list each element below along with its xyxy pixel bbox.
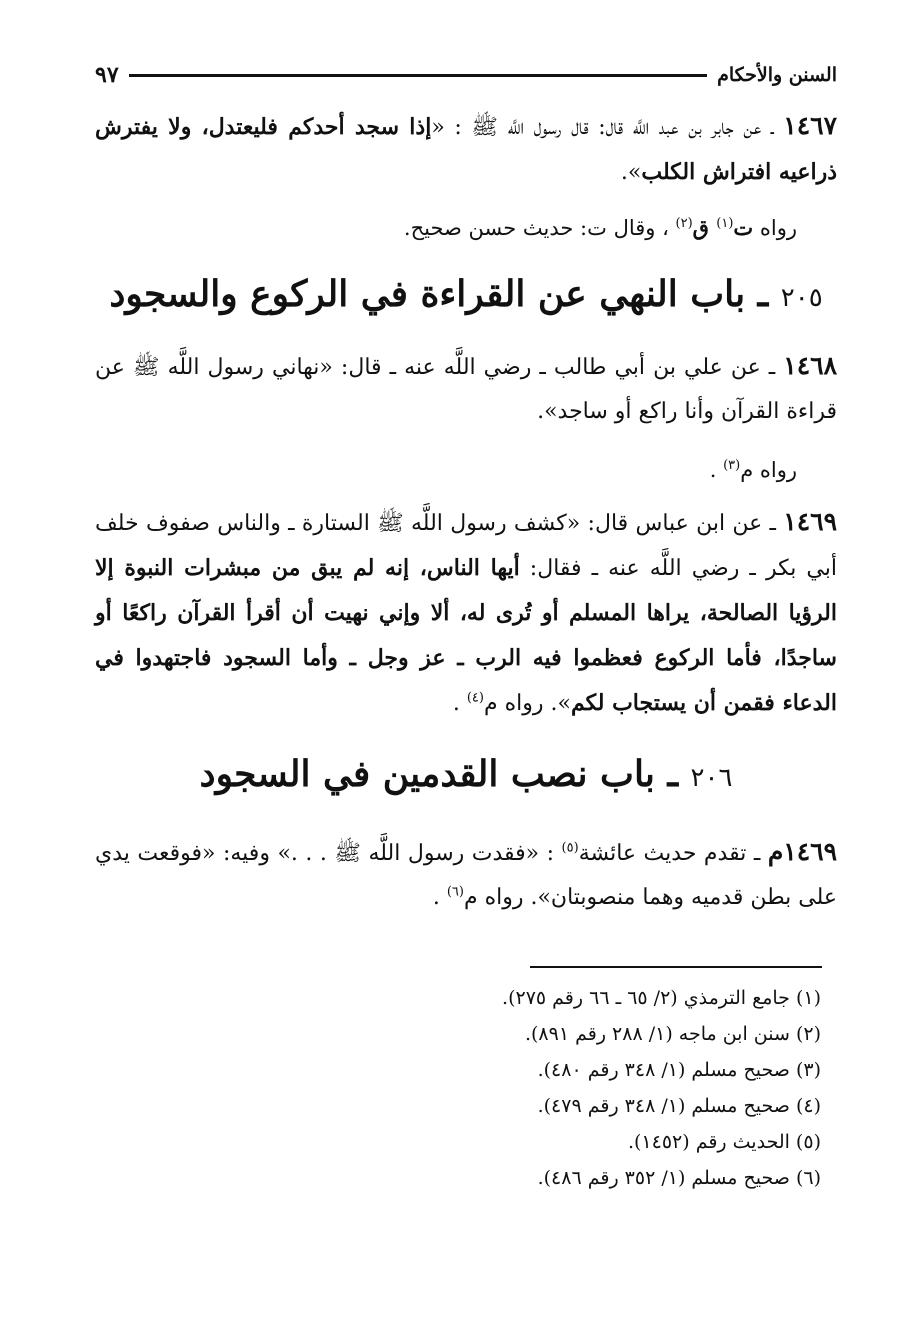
- chapter-title: ـ باب نصب القدمين في السجود: [199, 753, 691, 795]
- chapter-number: ٢٠٥: [780, 283, 823, 313]
- hadith-text: : «فقدت رسول اللَّه ﷺ . . .» وفيه: «فوقعت يدي على بطن قدميه وهما منصوبتان». رواه م: [95, 841, 837, 910]
- footnote-marker: (١): [716, 216, 734, 231]
- footnote-item: (٣) صحيح مسلم (١/ ٣٤٨ رقم ٤٨٠).: [537, 1059, 821, 1081]
- ref-source-q: ق: [692, 215, 717, 240]
- ref-text: رواه م: [740, 458, 797, 482]
- ref-end: .: [709, 458, 724, 482]
- hadith-number: ١٤٦٩م: [767, 837, 838, 866]
- hadith-1467-reference: [95, 208, 837, 248]
- ref-suffix: ، وقال ت: حديث حسن صحيح.: [403, 216, 676, 240]
- footnote-marker: (٥): [561, 840, 579, 856]
- hadith-1469m: [95, 830, 837, 920]
- footnote-marker: (٦): [446, 884, 464, 900]
- ref-end: .: [432, 885, 447, 910]
- hadith-quote: أيها الناس، إنه لم يبق من مبشرات النبوة إلا الرؤيا الصالحة، يراها المسلم أو تُرى له، ألا وإني نهيت أن أقرأ القرآن راكعًا أو ساجدًا، فأما الركوع فعظموا فيه الرب ـ عز وجل ـ وأما السجود فاجتهدوا في الدعاء فقمن أن يستجاب لكم: [95, 555, 837, 716]
- hadith-quote: إذا سجد أحدكم فليعتدل، ولا يفترش ذراعيه افتراش الكلب: [95, 114, 837, 185]
- chapter-title: ـ باب النهي عن القراءة في الركوع والسجود: [109, 273, 781, 315]
- footnote-marker: (٤): [466, 690, 484, 706]
- hadith-1468-reference: [95, 450, 837, 490]
- hadith-1468: [95, 344, 837, 434]
- footnote-separator: [530, 966, 822, 968]
- footnotes: [95, 980, 821, 1196]
- hadith-text: ـ عن علي بن أبي طالب ـ رضي اللَّه عنه ـ قال: «نهاني رسول اللَّه ﷺ عن قراءة القرآن وأنا راكع أو ساجد».: [95, 355, 837, 424]
- chapter-heading-206: [95, 746, 837, 806]
- hadith-1467: [95, 104, 837, 195]
- running-header: [95, 58, 837, 92]
- hadith-close: ». رواه م: [483, 691, 571, 716]
- hadith-number: ١٤٦٩: [783, 507, 837, 536]
- ref-source-t: ت: [733, 215, 754, 240]
- chapter-number: ٢٠٦: [690, 763, 733, 793]
- footnote-item: (١) جامع الترمذي (٢/ ٦٥ ـ ٦٦ رقم ٢٧٥).: [502, 987, 821, 1009]
- hadith-1469: [95, 500, 837, 726]
- footnote-marker: (٢): [675, 216, 693, 231]
- hadith-intro: ـ تقدم حديث عائشة: [578, 841, 768, 866]
- footnote-item: (٥) الحديث رقم (١٤٥٢).: [627, 1131, 821, 1153]
- chapter-heading-205: [95, 266, 837, 326]
- hadith-intro: ـ عن جابر بن عبد اللَّه قال: قال رسول اللَّه ﷺ : «: [431, 115, 784, 140]
- ref-end: .: [452, 691, 467, 716]
- hadith-intro: ـ عن ابن عباس قال: «كشف رسول اللَّه ﷺ الستارة ـ والناس صفوف خلف أبي بكر ـ رضي اللَّه عنه ـ فقال:: [95, 511, 837, 581]
- page-number: ٩٧: [95, 62, 119, 88]
- hadith-number: ١٤٦٨: [783, 351, 837, 380]
- footnote-item: (٤) صحيح مسلم (١/ ٣٤٨ رقم ٤٧٩).: [537, 1095, 821, 1117]
- header-title: السنن والأحكام: [717, 64, 837, 86]
- ref-prefix: رواه: [753, 216, 797, 240]
- hadith-close: ».: [620, 160, 642, 185]
- footnote-item: (٢) سنن ابن ماجه (١/ ٢٨٨ رقم ٨٩١).: [524, 1023, 821, 1045]
- header-rule: [129, 74, 707, 77]
- footnote-item: (٦) صحيح مسلم (١/ ٣٥٢ رقم ٤٨٦).: [537, 1167, 821, 1189]
- hadith-number: ١٤٦٧: [783, 111, 837, 140]
- footnote-marker: (٣): [723, 458, 741, 473]
